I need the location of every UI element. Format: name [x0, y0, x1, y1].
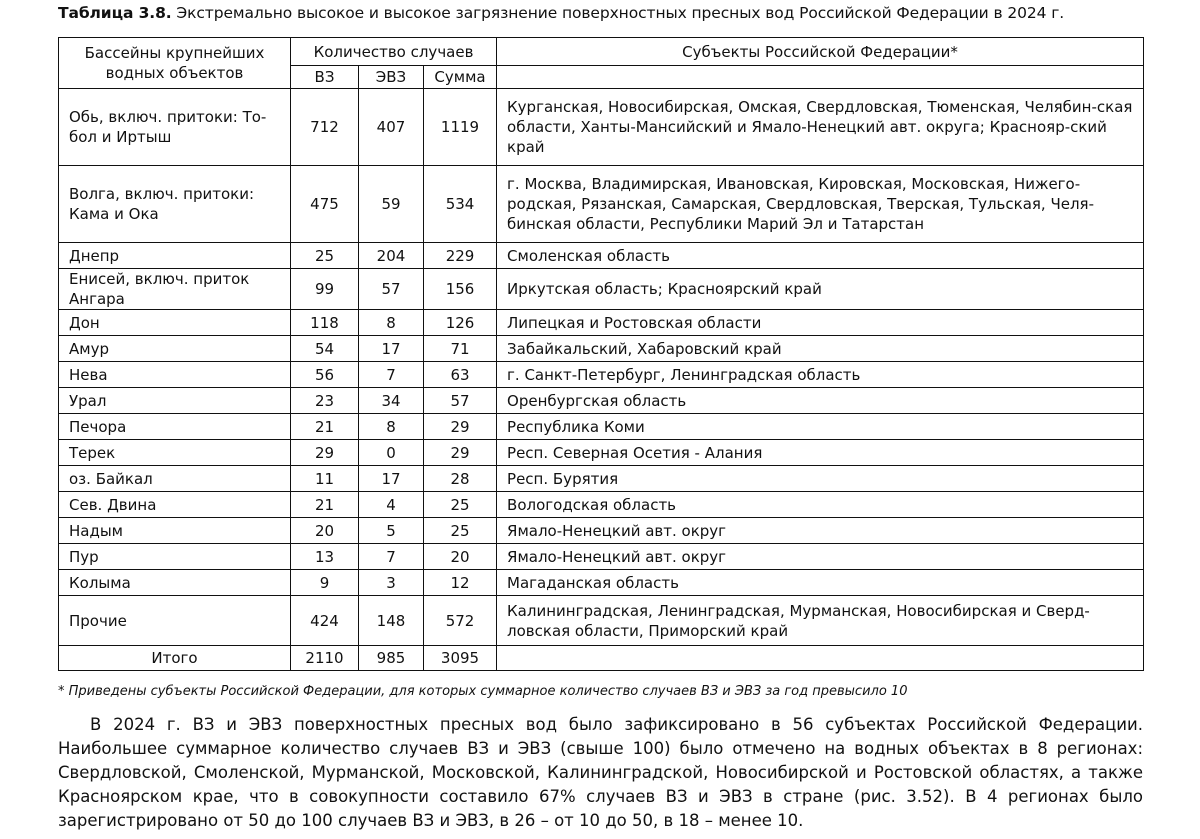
header-basin: Бассейны крупнейших водных объектов — [59, 38, 291, 89]
basin-cell: Надым — [59, 518, 291, 544]
subjects-cell: Республика Коми — [497, 414, 1144, 440]
evz-cell: 57 — [359, 269, 424, 310]
vz-cell: 23 — [291, 388, 359, 414]
subjects-cell: Вологодская область — [497, 492, 1144, 518]
subjects-cell: Ямало-Ненецкий авт. округ — [497, 518, 1144, 544]
sum-cell: 25 — [424, 492, 497, 518]
sum-cell: 29 — [424, 440, 497, 466]
evz-cell: 59 — [359, 166, 424, 243]
table-caption — [58, 4, 1064, 22]
sum-cell: 25 — [424, 518, 497, 544]
table-row — [59, 310, 1144, 336]
basin-cell: Волга, включ. притоки: Кама и Ока — [59, 166, 291, 243]
total-vz: 2110 — [291, 646, 359, 671]
evz-cell: 34 — [359, 388, 424, 414]
table-row — [59, 362, 1144, 388]
basin-cell: Прочие — [59, 596, 291, 646]
sum-cell: 156 — [424, 269, 497, 310]
basin-cell: Амур — [59, 336, 291, 362]
pollution-table — [58, 37, 1144, 671]
vz-cell: 9 — [291, 570, 359, 596]
basin-cell: Пур — [59, 544, 291, 570]
table-row — [59, 440, 1144, 466]
table-row — [59, 492, 1144, 518]
vz-cell: 424 — [291, 596, 359, 646]
evz-cell: 7 — [359, 544, 424, 570]
sum-cell: 71 — [424, 336, 497, 362]
evz-cell: 7 — [359, 362, 424, 388]
total-subjects — [497, 646, 1144, 671]
basin-cell: Обь, включ. притоки: То-бол и Иртыш — [59, 89, 291, 166]
sum-cell: 29 — [424, 414, 497, 440]
basin-cell: Днепр — [59, 243, 291, 269]
vz-cell: 118 — [291, 310, 359, 336]
basin-cell: Урал — [59, 388, 291, 414]
body-paragraph — [58, 713, 1143, 833]
sum-cell: 20 — [424, 544, 497, 570]
paragraph-text: В 2024 г. ВЗ и ЭВЗ поверхностных пресных вод было зафиксировано в 56 субъектах Российской Федерации. Наибольшее суммарное количество случаев ВЗ и ЭВЗ (свыше 100) было отмечено на водных объектах в 8 регионах: Свердловской, Смоленской, Мурманской, Московской, Калининградской, Новосибирской и Ростовской областях, а также Красноярском крае, что в совокупности составило 67% случаев ВЗ и ЭВЗ в стране (рис. 3.52). В 4 регионах было зарегистрировано от 50 до 100 случаев ВЗ и ЭВЗ, в 26 – от 10 до 50, в 18 – менее 10. — [58, 715, 1143, 830]
header-sum: Сумма — [424, 66, 497, 89]
basin-cell: Дон — [59, 310, 291, 336]
total-label: Итого — [59, 646, 291, 671]
subjects-cell: Липецкая и Ростовская области — [497, 310, 1144, 336]
table-row — [59, 243, 1144, 269]
total-row — [59, 646, 1144, 671]
sum-cell: 572 — [424, 596, 497, 646]
vz-cell: 29 — [291, 440, 359, 466]
sum-cell: 229 — [424, 243, 497, 269]
sum-cell: 126 — [424, 310, 497, 336]
vz-cell: 21 — [291, 492, 359, 518]
table-row — [59, 414, 1144, 440]
subjects-cell: Смоленская область — [497, 243, 1144, 269]
sum-cell: 12 — [424, 570, 497, 596]
evz-cell: 204 — [359, 243, 424, 269]
basin-cell: Сев. Двина — [59, 492, 291, 518]
total-sum: 3095 — [424, 646, 497, 671]
sum-cell: 28 — [424, 466, 497, 492]
sum-cell: 57 — [424, 388, 497, 414]
table-row — [59, 596, 1144, 646]
total-evz: 985 — [359, 646, 424, 671]
vz-cell: 11 — [291, 466, 359, 492]
caption-text: Экстремально высокое и высокое загрязнение поверхностных пресных вод Российской Федерации в 2024 г. — [176, 4, 1065, 22]
subjects-cell: Респ. Бурятия — [497, 466, 1144, 492]
evz-cell: 8 — [359, 414, 424, 440]
evz-cell: 148 — [359, 596, 424, 646]
subjects-cell: Магаданская область — [497, 570, 1144, 596]
sum-cell: 534 — [424, 166, 497, 243]
vz-cell: 25 — [291, 243, 359, 269]
evz-cell: 5 — [359, 518, 424, 544]
vz-cell: 20 — [291, 518, 359, 544]
basin-cell: оз. Байкал — [59, 466, 291, 492]
basin-cell: Колыма — [59, 570, 291, 596]
vz-cell: 56 — [291, 362, 359, 388]
vz-cell: 99 — [291, 269, 359, 310]
vz-cell: 13 — [291, 544, 359, 570]
evz-cell: 0 — [359, 440, 424, 466]
basin-cell: Нева — [59, 362, 291, 388]
subjects-cell: Калининградская, Ленинградская, Мурманская, Новосибирская и Сверд-ловская области, Приморский край — [497, 596, 1144, 646]
evz-cell: 407 — [359, 89, 424, 166]
header-subjects-blank — [497, 66, 1144, 89]
evz-cell: 17 — [359, 336, 424, 362]
table-body — [59, 89, 1144, 671]
subjects-cell: Оренбургская область — [497, 388, 1144, 414]
basin-cell: Енисей, включ. приток Ангара — [59, 269, 291, 310]
basin-cell: Печора — [59, 414, 291, 440]
subjects-cell: г. Санкт-Петербург, Ленинградская область — [497, 362, 1144, 388]
vz-cell: 712 — [291, 89, 359, 166]
header-count-group: Количество случаев — [291, 38, 497, 66]
table-row — [59, 269, 1144, 310]
evz-cell: 3 — [359, 570, 424, 596]
evz-cell: 8 — [359, 310, 424, 336]
header-vz: ВЗ — [291, 66, 359, 89]
caption-label: Таблица 3.8. — [58, 4, 172, 22]
table-row — [59, 388, 1144, 414]
subjects-cell: Ямало-Ненецкий авт. округ — [497, 544, 1144, 570]
vz-cell: 475 — [291, 166, 359, 243]
table-row — [59, 570, 1144, 596]
table-row — [59, 89, 1144, 166]
header-evz: ЭВЗ — [359, 66, 424, 89]
table-row — [59, 336, 1144, 362]
evz-cell: 4 — [359, 492, 424, 518]
table-row — [59, 544, 1144, 570]
table-row — [59, 518, 1144, 544]
table-row — [59, 466, 1144, 492]
subjects-cell: Респ. Северная Осетия - Алания — [497, 440, 1144, 466]
sum-cell: 63 — [424, 362, 497, 388]
sum-cell: 1119 — [424, 89, 497, 166]
footnote: * Приведены субъекты Российской Федерации, для которых суммарное количество случаев ВЗ и ЭВЗ за год превысило 10 — [58, 684, 908, 699]
header-subjects: Субъекты Российской Федерации* — [497, 38, 1144, 66]
subjects-cell: Курганская, Новосибирская, Омская, Свердловская, Тюменская, Челябин-ская области, Ханты-Мансийский и Ямало-Ненецкий авт. округа; Краснояр-ский край — [497, 89, 1144, 166]
vz-cell: 21 — [291, 414, 359, 440]
table-row — [59, 166, 1144, 243]
subjects-cell: Забайкальский, Хабаровский край — [497, 336, 1144, 362]
subjects-cell: г. Москва, Владимирская, Ивановская, Кировская, Московская, Нижего-родская, Рязанская, Самарская, Свердловская, Тверская, Тульская, Челя-бинская области, Республики Марий Эл и Татарстан — [497, 166, 1144, 243]
basin-cell: Терек — [59, 440, 291, 466]
subjects-cell: Иркутская область; Красноярский край — [497, 269, 1144, 310]
vz-cell: 54 — [291, 336, 359, 362]
evz-cell: 17 — [359, 466, 424, 492]
